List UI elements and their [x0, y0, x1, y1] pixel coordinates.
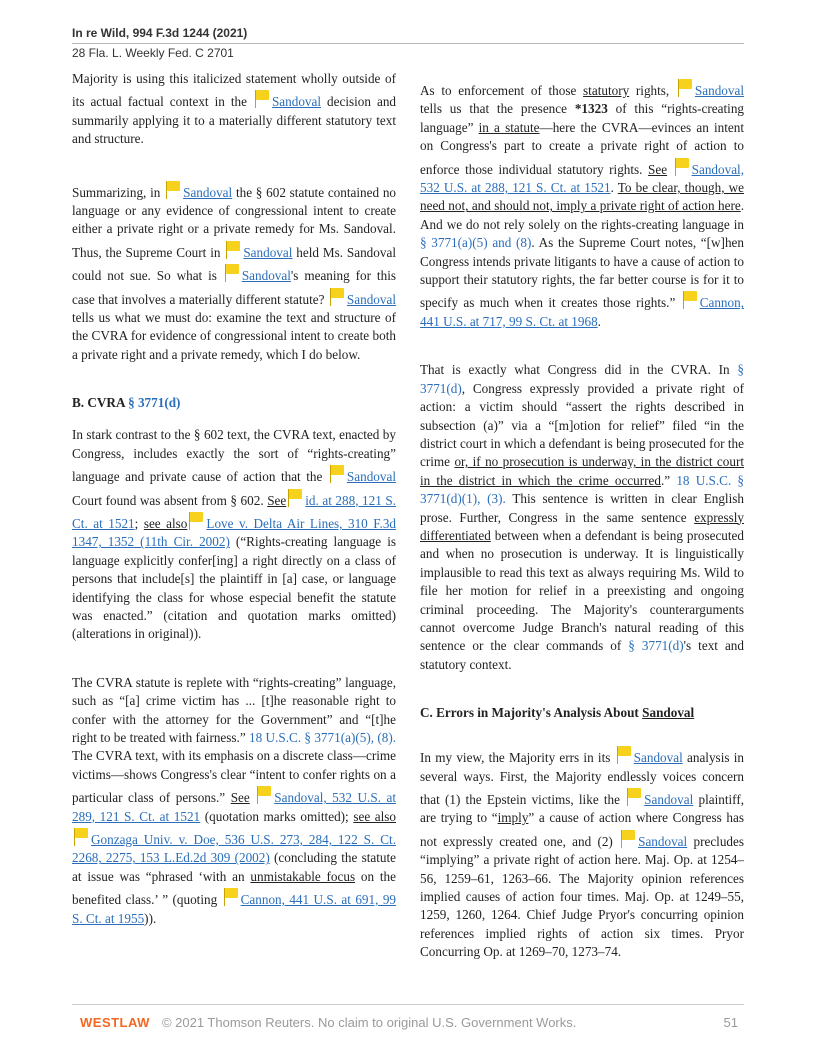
- see-signal: See: [267, 492, 287, 508]
- paragraph-left-4: The CVRA statute is replete with “rights-creating” language, such as “[a] crime victim has ... [t]he reasonable right to confer with the attorney for the Government” and “[t]he right to be treated with fairness.” 18 U.S.C. § 3771(a)(5), (8). The CVRA text, with its emphasis on a discrete class—crime victims—shows Congress's clear “intent to confer rights on a particular class of persons.” See Sandoval, 532 U.S. at 289, 121 S. Ct. at 1521 (quotation marks omitted); see also Gonzaga Univ. v. Doe, 536 U.S. 273, 284, 122 S. Ct. 2268, 2275, 153 L.Ed.2d 309 (2002) (concluding the statute at issue was “phrased ‘with an unmistakable focus on the benefited class.’ ” (quoting Cannon, 441 U.S. at 691, 99 S. Ct. at 1955)).: [72, 674, 397, 926]
- underlined-phrase: unmistakable focus: [250, 868, 356, 884]
- flag-icon: [676, 77, 693, 97]
- paragraph-right-3: In my view, the Majority errs in its Sandoval analysis in several ways. First, the Majority endlessly voices concern that (1) the Epstein victims, like the Sandoval plaintiff, are trying to “imply” a cause of action where Congress has not expressly created one, and (2) Sandoval precludes “implying” a private right of action here. Maj. Op. at 1254–56, 1259–61, 1263–66. The Majority opinion references implied causes of action four times. Maj. Op. at 1249–55, 1259, 1260, 1264. Chief Judge Pryor's concurring opinion references implied rights of action six times. Pryor Concurring Op. at 1269–70, 1273–74.: [420, 744, 744, 961]
- sandoval-link[interactable]: Sandoval: [644, 792, 694, 807]
- sandoval-link[interactable]: Sandoval: [271, 94, 322, 110]
- see-also-signal: see also: [143, 515, 188, 531]
- see-also-signal: see also: [353, 808, 397, 824]
- flag-icon: [255, 784, 272, 804]
- citation-link[interactable]: Cannon, 441 U.S. at 717, 99 S. Ct. at 1968: [420, 295, 745, 329]
- paragraph-left-1: Majority is using this italicized statement wholly outside of its actual factual context in the Sandoval decision and summarily applying it to a materially different statutory text and structure.: [72, 71, 397, 147]
- flag-icon: [619, 828, 636, 848]
- underlined-phrase: statutory: [583, 83, 630, 98]
- underlined-phrase: or, if no prosecution is underway, in the district court in the district in which the crime occurred: [420, 454, 744, 488]
- flag-icon: [222, 886, 239, 906]
- underlined-phrase: imply: [497, 810, 529, 826]
- flag-icon: [673, 156, 690, 176]
- flag-icon: [187, 510, 204, 530]
- underlined-phrase: in a statute: [478, 119, 540, 135]
- sandoval-link[interactable]: Sandoval: [638, 833, 688, 849]
- underlined-phrase: expressly differentiated: [420, 509, 744, 543]
- left-column: [72, 70, 396, 958]
- sandoval-link[interactable]: Sandoval: [241, 268, 291, 284]
- westlaw-logo: WESTLAW: [80, 1014, 150, 1030]
- heading-sandoval: Sandoval: [642, 705, 695, 721]
- sandoval-link[interactable]: Sandoval: [633, 750, 683, 766]
- section-heading-b: B. CVRA § 3771(d): [72, 395, 181, 411]
- flag-icon: [72, 826, 89, 846]
- statute-link[interactable]: 18 U.S.C. § 3771(a)(5), (8).: [249, 729, 397, 745]
- citation-link[interactable]: id. at 288, 121 S. Ct. at 1521: [72, 492, 397, 531]
- statute-link[interactable]: § 3771(a)(5) and (8): [420, 235, 532, 251]
- flag-icon: [286, 487, 303, 507]
- sandoval-link[interactable]: Sandoval: [694, 83, 745, 98]
- section-heading-c: C. Errors in Majority's Analysis About Sandoval: [420, 705, 695, 721]
- header-divider: [72, 43, 744, 44]
- flag-icon: [625, 786, 642, 806]
- flag-icon: [223, 262, 240, 282]
- citation-link[interactable]: Sandoval, 532 U.S. at 288, 121 S. Ct. at 1521: [420, 161, 745, 196]
- sandoval-link[interactable]: Sandoval: [183, 184, 233, 200]
- citation-link[interactable]: Sandoval, 532 U.S. at 289, 121 S. Ct. at 1521: [72, 790, 396, 824]
- paragraph-left-2: Summarizing, in Sandoval the § 602 statute contained no language or any evidence of congressional intent to create either a private right or a private remedy for Ms. Sandoval. Thus, the Supreme Court in Sandoval held Ms. Sandoval could not sue. So what is Sandoval's meaning for this case that involves a materially different statute? Sandoval tells us what we must do: examine the text and structure of the CVRA for evidence of congressional intent to create both a private right and a private remedy, which I do below.: [72, 179, 396, 365]
- reporter-citation: 28 Fla. L. Weekly Fed. C 2701: [72, 46, 234, 60]
- flag-icon: [253, 88, 270, 108]
- citation-link[interactable]: Gonzaga Univ. v. Doe, 536 U.S. 273, 284, 122 S. Ct. 2268, 2275, 153 L.Ed.2d 309 (2002): [72, 832, 396, 866]
- running-header: [72, 24, 744, 61]
- statute-link[interactable]: § 3771(d): [128, 395, 181, 411]
- citation-link[interactable]: Cannon, 441 U.S. at 691, 99 S. Ct. at 1955: [72, 892, 397, 926]
- statute-link[interactable]: § 3771(d): [420, 362, 744, 396]
- case-title: In re Wild, 994 F.3d 1244 (2021): [72, 26, 248, 40]
- sandoval-link[interactable]: Sandoval: [243, 244, 293, 260]
- sandoval-link[interactable]: Sandoval: [346, 291, 397, 307]
- flag-icon: [164, 179, 181, 199]
- flag-icon: [681, 289, 698, 309]
- flag-icon: [328, 463, 345, 483]
- right-column: [420, 77, 744, 992]
- page-footer: [72, 1004, 744, 1031]
- flag-icon: [224, 239, 241, 259]
- flag-icon: [328, 286, 345, 306]
- paragraph-left-3: In stark contrast to the § 602 text, the CVRA text, enacted by Congress, includes exactly the sort of “rights-creating” language and private cause of action that the Sandoval Court found was absent from § 602. See id. at 288, 121 S. Ct. at 1521; see also Love v. Delta Air Lines, 310 F.3d 1347, 1352 (11th Cir. 2002) (“Rights-creating language is language explicitly confer[ing] a right directly on a class of persons that include[s] the plaintiff in [a] case, or language identifying the class for whose especial benefit the statute was enacted.” (citation and quotation marks omitted) (alterations in original)).: [72, 427, 397, 642]
- page-number: 51: [723, 1014, 738, 1030]
- see-signal: See: [230, 790, 250, 806]
- statute-link[interactable]: 18 U.S.C. § 3771(d)(1), (3).: [420, 472, 745, 507]
- paragraph-right-1: As to enforcement of those statutory rights, Sandoval tells us that the presence *1323 of this “rights-creating language” in a statute—here the CVRA—evinces an intent on Congress's part to create a private right of action to enforce those individual statutory rights. See Sandoval, 532 U.S. at 288, 121 S. Ct. at 1521. To be clear, though, we need not, and should not, imply a private right of action here. And we do not rely solely on the rights-creating language in § 3771(a)(5) and (8). As the Supreme Court notes, “[w]hen Congress intends private litigants to have a cause of action to support their statutory rights, the far better course is for it to specify as much when it creates those rights.” Cannon, 441 U.S. at 717, 99 S. Ct. at 1968.: [420, 77, 744, 331]
- copyright-notice: © 2021 Thomson Reuters. No claim to original U.S. Government Works.: [161, 1014, 577, 1030]
- underlined-phrase: To be clear, though, we need not, and should not, imply a private right of action here: [420, 180, 745, 214]
- footer-divider: [72, 1004, 744, 1005]
- star-page: *1323: [574, 101, 608, 117]
- statute-link[interactable]: § 3771(d): [628, 638, 684, 654]
- paragraph-right-2: That is exactly what Congress did in the CVRA. In § 3771(d), Congress expressly provided a private right of action: a victim should “assert the rights described in subsection (a)” via a “[m]otion for relief” filed “in the district court in which a defendant is being prosecuted for the crime or, if no prosecution is underway, in the district court in the district in which the crime occurred.” 18 U.S.C. § 3771(d)(1), (3). This sentence is written in clear English prose. Further, Congress in the same sentence expressly differentiated between when a defendant is being prosecuted and when no prosecution is underway. It is linguistically implausible to read this text as always requiring Ms. Wild to file her motion for relief in a preexisting and ongoing criminal proceeding. The Majority's counterarguments cannot overcome Judge Branch's natural reading of this sentence or the clear commands of § 3771(d)'s text and statutory context.: [420, 362, 745, 672]
- sandoval-link[interactable]: Sandoval: [346, 469, 397, 485]
- flag-icon: [615, 744, 632, 764]
- citation-link[interactable]: Love v. Delta Air Lines, 310 F.3d 1347, 1352 (11th Cir. 2002): [72, 515, 397, 550]
- see-signal: See: [648, 161, 668, 177]
